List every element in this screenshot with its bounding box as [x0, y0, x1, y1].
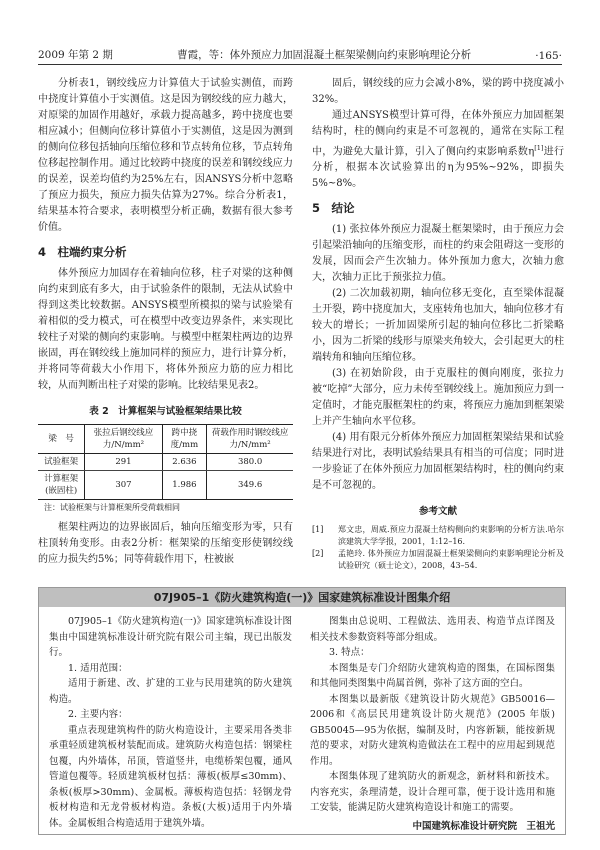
conclusion-1: (1) 张拉体外预应力混凝土框架梁时，由于预应力会引起梁沿轴向的压缩变形，而柱的约束会阻碍这一变形的发展，因而会产生次轴力。体外预加力愈大，次轴力愈大，次轴力正比于预张拉力值。 [312, 224, 564, 284]
cell: 380.0 [207, 454, 293, 471]
issue-label: 2009 年第 2 期 [38, 49, 113, 61]
table-row [38, 471, 293, 500]
reference-text: 孟艳玲. 体外预应力加固混凝土框架梁侧向约束影响理论分析及试验研究（硕士论文），2008，43–54. [338, 549, 564, 571]
comparison-table [38, 424, 293, 500]
running-header [38, 44, 562, 65]
cell: 291 [85, 454, 162, 471]
reference-item [312, 524, 564, 548]
features-text-1: 本图集是专门介绍防火建筑构造的图集，在国标图集和其他同类图集中尚属首例，弥补了这方面的空白。 [310, 662, 555, 689]
announcement-left-column [49, 614, 292, 831]
left-column [38, 76, 293, 568]
page-number: ·165· [535, 50, 562, 62]
announcement-signature: 中国建筑标准设计研究院 王祖光 [412, 820, 555, 832]
th-stress-load: 荷载作用时钢绞线应力/N/mm² [207, 425, 293, 454]
right-column [312, 76, 564, 572]
conclusion-2: (2) 二次加载初期，轴向位移无变化，直至梁体混凝土开裂，跨中挠度加大，支座转角也加大，轴向位移才有较大的增长；一折加固梁所引起的轴向位移比二折梁略小，因为二折梁的线形与原梁夹角较大，会引起更大的柱端转角和轴向压缩位移。 [312, 288, 564, 364]
th-stress-after: 张拉后钢绞线应力/N/mm² [85, 425, 162, 454]
ansys-text-tail: 进行分析，根据本次试验算出的η为95%~92%，即损失5%~8%。 [312, 146, 564, 190]
composition-text: 图集由总说明、工程做法、选用表、构造节点详图及相关技术参数资料等部分组成。 [310, 616, 555, 643]
conclusion-3: (3) 在初始阶段，由于克服柱的侧向刚度，张拉力被“吃掉”大部分，应力未传至钢绞线上。施加预应力到一定值时，才能克服框架柱的约束，将预应力施加到框架梁上并产生轴向水平位移。 [312, 368, 564, 428]
section-5-heading: 5 结论 [312, 201, 355, 216]
features-text-2: 本图集以最新版《建筑设计防火规范》GB50016—2006和《高层民用建筑设计防火规范》(2005 年版) GB50045—95为依据，编制及时，内容新颖，能按新规范的要求，对防火建筑构造做法在工程中的应用起到规范作用。 [310, 693, 555, 767]
citation-1: [1] [534, 144, 544, 152]
cell: 计算框架(嵌固柱) [38, 471, 85, 500]
table-row [38, 454, 293, 471]
table-2-caption: 表 2 计算框架与试验框架结果比较 [89, 406, 242, 417]
reference-number: [1] [312, 525, 324, 535]
cell: 1.986 [162, 471, 207, 500]
cell: 2.636 [162, 454, 207, 471]
references-heading: 参考文献 [418, 506, 457, 518]
content-text: 重点表现建筑构件的防火构造设计，主要采用各类非承重轻质建筑板材装配而成。建筑防火构造包括：钢梁柱包覆，内外墙体，吊顶，管道竖井，电缆桥架包覆，通风管道包覆等。轻质建筑板材包括：薄板(板厚≤30mm)、条板(板厚>30mm)、金属板。薄板构造包括：轻钢龙骨板材构造和无龙骨板材构造。条板(大板)适用于内外墙体。金属板组合构造适用于建筑外墙。 [49, 724, 292, 829]
table-note: 注：试验框架与计算框架所受荷载相同 [44, 503, 180, 512]
ansys-text: 通过ANSYS模型计算可得，在体外预应力加固框架结构时，柱的侧向约束是不可忽视的，通常在实际工程中，为避免大量计算，引入了侧向约束影响系数η [312, 110, 564, 158]
th-beam: 梁 号 [38, 425, 85, 454]
section-4-heading: 4 柱端约束分析 [38, 245, 127, 259]
features-text-3: 本图集体现了建筑防火的新观念，新材料和新技术。内容充实，条理清楚，设计合理可靠，便于设计选用和施工安装，能满足防火建筑构造设计和施工的需要。 [310, 771, 555, 813]
paragraph-table-analysis: 框架柱两边的边界嵌固后，轴向压缩变形为零，只有柱顶转角变形。由表2分析：框架梁的压缩变形使钢绞线的应力损失约5%；同等荷载作用下，柱被嵌 [38, 522, 293, 565]
table-header-row [38, 425, 293, 454]
content-heading: 2. 主要内容： [68, 709, 128, 720]
features-heading: 3. 特点： [329, 647, 370, 658]
reference-number: [2] [312, 549, 324, 559]
announcement-intro: 07J905–1《防火建筑构造(一)》国家建筑标准设计图集由中国建筑标准设计研究院有限公司主编，现已出版发行。 [49, 616, 292, 658]
reference-text: 郑文忠，周威.预应力混凝土结构侧向约束影响的分析方法.哈尔滨建筑大学学报，2001，1:12–16. [338, 525, 564, 547]
th-deflection: 跨中挠度/mm [162, 425, 207, 454]
cell: 试验框架 [38, 454, 85, 471]
paragraph-ansys [312, 108, 564, 192]
reference-item [312, 548, 564, 572]
running-title: 曹霞，等：体外预应力加固混凝土框架梁侧向约束影响理论分析 [177, 49, 472, 61]
announcement-right-column [310, 614, 555, 834]
announcement-title: 07J905–1《防火建筑构造(一)》国家建筑标准设计图集介绍 [39, 588, 565, 607]
paragraph-analysis: 分析表1，钢绞线应力计算值大于试验实测值，而跨中挠度计算值小于实测值。这是因为钢绞线的应力越大，对原梁的加固作用越好，承载力提高越多，跨中挠度也要相应减小；但侧向位移计算值小于实测值，这是因为测到的侧向位移包括轴向压缩位移和节点转角位移，节点转角位移起控制作用。通过比较跨中挠度的误差和钢绞线应力的误差，误差均值约为25%左右，因ANSYS分析中忽略了预应力损失，预应力损失估算为27%。综合分析表1，结果基本符合要求，表明模型分析正确，数据有很大参考价值。 [38, 78, 293, 233]
paragraph-continuation: 固后，钢绞线的应力会减小8%，梁的跨中挠度减小32%。 [312, 78, 564, 105]
paragraph-section4: 体外预应力加固存在着轴向位移，柱子对梁的这种侧向约束到底有多大，由于试验条件的限制，无法从试验中得到这类比较数据。ANSYS模型所模拟的梁与试验梁有着相似的受力模式，可在模型中改变边界条件，来实现比较柱子对梁的侧向约束影响。与模型中框架柱两边的边界嵌固，再在钢绞线上施加同样的预应力，进行计算分析，并将同等荷载大小作用下，将体外预应力筋的应力相比较，从而判断出柱子对梁的影响。比较结果见表2。 [38, 268, 293, 391]
scope-heading: 1. 适用范围： [68, 662, 128, 674]
cell: 349.6 [207, 471, 293, 500]
cell: 307 [85, 471, 162, 500]
announcement-box [38, 587, 566, 835]
scope-text: 适用于新建、改、扩建的工业与民用建筑的防火建筑构造。 [49, 678, 292, 705]
conclusion-4: (4) 用有限元分析体外预应力加固框架梁结果和试验结果进行对比，表明试验结果具有相当的可信度；同时进一步验证了在体外预应力加固框架结构时，柱的侧向约束是不可忽视的。 [312, 432, 564, 492]
